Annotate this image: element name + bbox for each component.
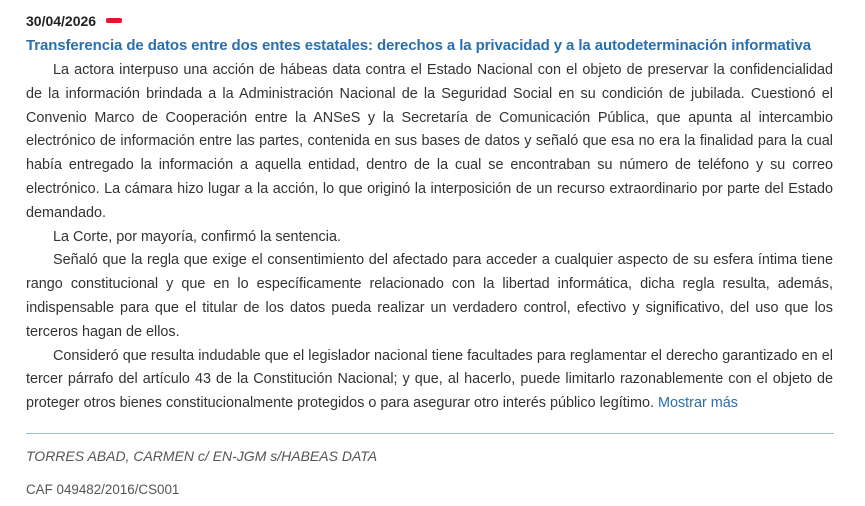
new-flag-icon [106, 18, 122, 23]
date-row [26, 10, 833, 32]
summary-paragraph: La actora interpuso una acción de hábeas data contra el Estado Nacional con el objeto de preservar la confidencialidad de la información brindada a la Administración Nacional de la Seguridad Social en su condición de jubilada. Cuestionó el Convenio Marco de Cooperación entre la ANSeS y la Secretaría de Comunicación Pública, que apunta al intercambio electrónico de información entre las partes, contenida en sus bases de datos y señaló que esa no era la finalidad para la cual había entregado la información a aquella entidad, dentro de la cual se encontraban su número de teléfono y su correo electrónico. La cámara hizo lugar a la acción, lo que originó la interposición de un recurso extraordinario por parte del Estado demandado. [26, 62, 833, 221]
divider [26, 433, 834, 434]
summary-paragraph-last [26, 345, 833, 416]
summary-paragraph: La Corte, por mayoría, confirmó la sentencia. [53, 228, 341, 245]
show-more-link[interactable]: Mostrar más [657, 395, 738, 412]
ruling-title-link[interactable]: Transferencia de datos entre dos entes estatales: derechos a la privacidad y a la autodeterminación informativa [26, 37, 812, 54]
summary-paragraph-text: Consideró que resulta indudable que el legislador nacional tiene facultades para reglamentar el derecho garantizado en el tercer párrafo del artículo 43 de la Constitución Nacional; y que, al hacerlo, puede limitarlo razonablemente con el objeto de proteger otros bienes constitucionalmente protegidos o para asegurar otro interés público legítimo. [26, 347, 833, 412]
ruling-summary [26, 59, 833, 416]
case-parties: TORRES ABAD, CARMEN c/ EN-JGM s/HABEAS DATA [26, 447, 378, 464]
case-number: CAF 049482/2016/CS001 [26, 481, 180, 497]
ruling-date: 30/04/2026 [26, 13, 97, 29]
summary-paragraph: Señaló que la regla que exige el consentimiento del afectado para acceder a cualquier aspecto de su esfera íntima tiene rango constitucional y que en lo específicamente relacionado con la libertad informática, dicha regla resulta, además, indispensable para que el titular de los datos pueda realizar un verdadero control, efectivo y significativo, del uso que los terceros hagan de ellos. [26, 252, 833, 340]
